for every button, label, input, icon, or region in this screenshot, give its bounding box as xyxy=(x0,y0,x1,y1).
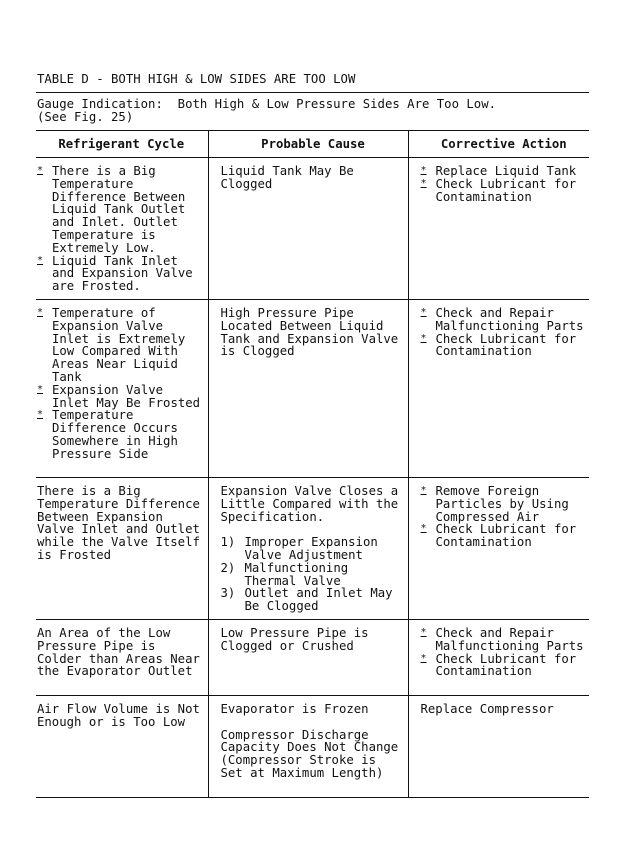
corrective-action-cell: Replace Compressor xyxy=(408,695,589,797)
probable-cause-cell: High Pressure Pipe Located Between Liquid Tank and Expansion Valve is Clogged xyxy=(208,299,408,477)
gauge-indication: Gauge Indication: Both High & Low Pressure Sides Are Too Low. (See Fig. 25) xyxy=(37,97,497,124)
bullet-mark: * xyxy=(420,626,427,638)
numbered-item: 2) Malfunctioning Thermal Valve xyxy=(220,560,349,588)
bullet-mark: * xyxy=(420,523,427,535)
bullet-mark: * xyxy=(37,165,44,176)
probable-cause-cell: Expansion Valve Closes a Little Compared with the Specification. 1) Improper Expansion Valve Adjustment 2) Malfunctioning Thermal Valve 3) Outlet and Inlet May Be Clogged xyxy=(208,477,408,619)
bullet-mark: * xyxy=(37,306,44,318)
table-row xyxy=(36,299,589,477)
bullet-mark: * xyxy=(420,306,427,318)
bullet-item: * Check and Repair Malfunctioning Parts xyxy=(420,625,584,653)
bullet-mark: * xyxy=(420,332,427,344)
probable-cause-cell: Liquid Tank May Be Clogged xyxy=(208,158,408,300)
bullet-mark: * xyxy=(37,409,44,421)
probable-cause-cell: Evaporator is Frozen Compressor Discharge Capacity Does Not Change (Compressor Stroke is Set at Maximum Length) xyxy=(208,695,408,797)
bullet-item: * Check Lubricant for Contamination xyxy=(420,651,577,679)
bullet-item: * Check Lubricant for Contamination xyxy=(420,331,577,359)
bullet-mark: * xyxy=(420,652,427,664)
title-rule xyxy=(36,92,589,93)
table-row xyxy=(36,477,589,619)
numbered-item: 1) Improper Expansion Valve Adjustment xyxy=(220,535,378,562)
bullet-item: * Check and Repair Malfunctioning Parts xyxy=(420,305,584,333)
bullet-item: * Replace Liquid Tank xyxy=(420,165,577,178)
bullet-item: * There is a Big Temperature Difference Between Liquid Tank Outlet and Inlet. Outlet Temperature is Extremely Low. xyxy=(37,164,186,255)
bullet-mark: * xyxy=(420,177,427,189)
troubleshooting-table xyxy=(36,130,589,798)
header-probable-cause: Probable Cause xyxy=(208,131,408,158)
bullet-item: * Check Lubricant for Contamination xyxy=(420,176,577,204)
bullet-item: * Remove Foreign Particles by Using Compressed Air xyxy=(420,483,569,524)
bullet-mark: * xyxy=(37,254,44,266)
refrigerant-cycle-cell xyxy=(36,158,208,300)
table-row xyxy=(36,619,589,695)
corrective-action-cell xyxy=(408,158,589,300)
refrigerant-cycle-cell: Air Flow Volume is Not Enough or is Too Low xyxy=(36,695,208,797)
header-corrective-action: Corrective Action xyxy=(408,131,589,158)
bullet-mark: * xyxy=(37,383,44,395)
corrective-action-cell xyxy=(408,299,589,477)
refrigerant-cycle-cell: There is a Big Temperature Difference Between Expansion Valve Inlet and Outlet while the Valve Itself is Frosted xyxy=(36,477,208,619)
refrigerant-cycle-cell xyxy=(36,299,208,477)
numbered-item: 3) Outlet and Inlet May Be Clogged xyxy=(220,586,393,614)
bullet-item: * Expansion Valve Inlet May Be Frosted xyxy=(37,382,201,410)
table-title: TABLE D - BOTH HIGH & LOW SIDES ARE TOO LOW xyxy=(37,72,356,86)
refrigerant-cycle-cell: An Area of the Low Pressure Pipe is Colder than Areas Near the Evaporator Outlet xyxy=(36,619,208,695)
table-row xyxy=(36,158,589,300)
header-refrigerant-cycle: Refrigerant Cycle xyxy=(36,131,208,158)
bullet-item: * Liquid Tank Inlet and Expansion Valve are Frosted. xyxy=(37,253,193,294)
bullet-item: * Check Lubricant for Contamination xyxy=(420,522,577,550)
table-row xyxy=(36,695,589,797)
probable-cause-cell: Low Pressure Pipe is Clogged or Crushed xyxy=(208,619,408,695)
bullet-item: * Temperature of Expansion Valve Inlet is Extremely Low Compared With Areas Near Liquid Tank xyxy=(37,305,186,384)
corrective-action-cell xyxy=(408,619,589,695)
bullet-mark: * xyxy=(420,165,427,176)
bullet-mark: * xyxy=(420,484,427,496)
corrective-action-cell xyxy=(408,477,589,619)
header-row xyxy=(36,131,589,158)
bullet-item: * Temperature Difference Occurs Somewhere in High Pressure Side xyxy=(37,408,178,461)
